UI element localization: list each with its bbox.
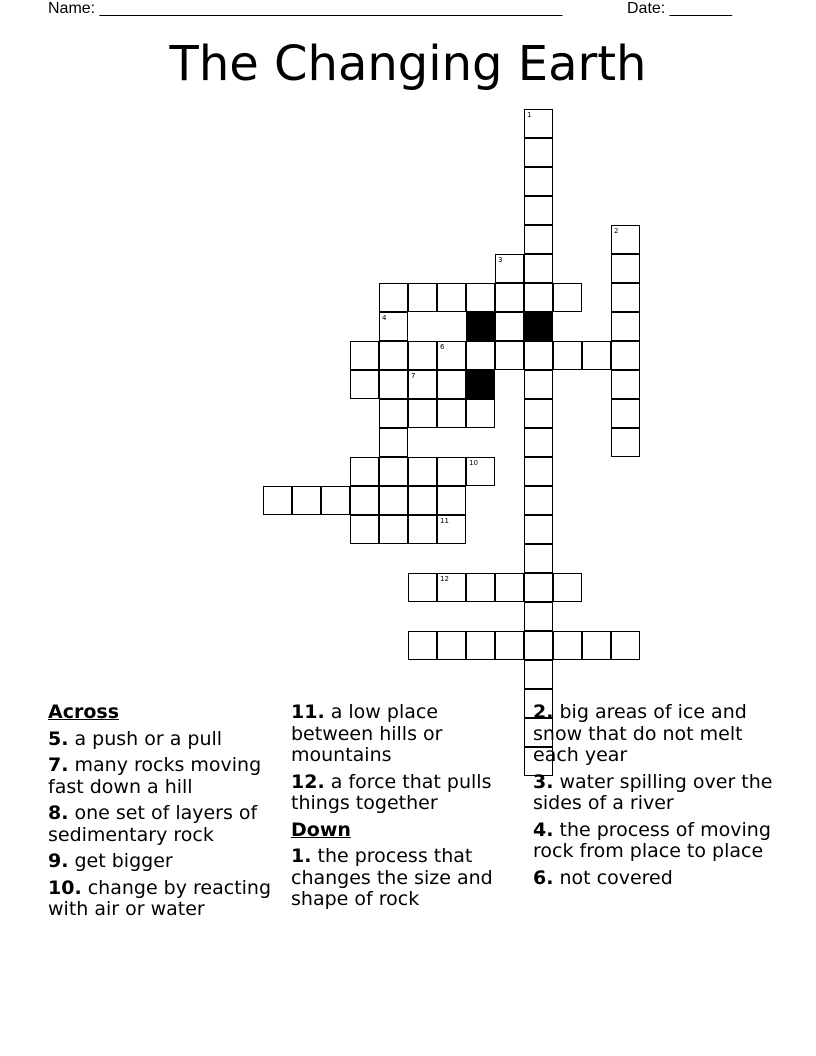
name-field-label: Name: ____________________________________________________ (48, 0, 563, 17)
grid-cell[interactable] (524, 370, 553, 399)
grid-cell[interactable] (408, 399, 437, 428)
grid-cell[interactable] (495, 341, 524, 370)
grid-cell[interactable] (321, 486, 350, 515)
grid-cell[interactable] (611, 631, 640, 660)
clue-column-3 (533, 702, 773, 894)
across-clue-11 (291, 702, 516, 767)
grid-cell[interactable] (408, 283, 437, 312)
grid-cell[interactable] (466, 631, 495, 660)
grid-cell[interactable] (379, 312, 408, 341)
down-clue-6 (533, 868, 773, 890)
across-clue-10 (48, 878, 288, 921)
clue-text: the process that changes the size and shape of rock (291, 845, 493, 910)
down-clue-3 (533, 772, 773, 815)
grid-cell[interactable] (437, 399, 466, 428)
down-heading: Down (291, 818, 351, 841)
grid-cell[interactable] (437, 573, 466, 602)
grid-cell[interactable] (611, 370, 640, 399)
grid-cell[interactable] (437, 283, 466, 312)
clue-number: 1. (291, 845, 312, 867)
grid-cell[interactable] (553, 631, 582, 660)
grid-cell[interactable] (292, 486, 321, 515)
page-title: The Changing Earth (169, 36, 647, 92)
grid-cell[interactable] (524, 428, 553, 457)
clue-number: 11. (291, 701, 325, 723)
grid-cell[interactable] (611, 399, 640, 428)
grid-cell[interactable] (350, 370, 379, 399)
grid-cell[interactable] (437, 341, 466, 370)
grid-cell[interactable] (437, 486, 466, 515)
clue-number: 4. (533, 818, 554, 841)
clue-column-2 (291, 702, 516, 916)
grid-block (524, 312, 553, 341)
grid-cell[interactable] (466, 399, 495, 428)
clue-text: change by reacting with air or water (48, 876, 272, 920)
grid-cell[interactable] (466, 573, 495, 602)
across-clue-8 (48, 803, 288, 846)
grid-cell[interactable] (553, 341, 582, 370)
across-clue-7 (48, 755, 288, 798)
clue-text: a low place between hills or mountains (291, 701, 443, 766)
grid-cell[interactable] (495, 254, 524, 283)
cell-number: 6 (440, 343, 445, 351)
grid-cell[interactable] (524, 283, 553, 312)
clue-text: the process of moving rock from place to place (533, 818, 771, 862)
clue-column-1 (48, 702, 288, 926)
grid-cell[interactable] (524, 225, 553, 254)
across-clue-9 (48, 851, 288, 873)
grid-cell[interactable] (379, 428, 408, 457)
cell-number: 3 (498, 256, 503, 264)
grid-cell[interactable] (437, 515, 466, 544)
clue-text: many rocks moving fast down a hill (48, 754, 262, 798)
grid-cell[interactable] (524, 167, 553, 196)
grid-block (466, 370, 495, 399)
clue-number: 12. (291, 770, 325, 793)
grid-cell[interactable] (524, 544, 553, 573)
grid-cell[interactable] (350, 457, 379, 486)
clue-number: 2. (533, 701, 554, 723)
down-clue-1 (291, 846, 516, 911)
grid-cell[interactable] (611, 225, 640, 254)
grid-cell[interactable] (611, 341, 640, 370)
clue-text: a push or a pull (74, 727, 223, 750)
grid-cell[interactable] (350, 341, 379, 370)
grid-cell[interactable] (408, 457, 437, 486)
grid-cell[interactable] (524, 399, 553, 428)
grid-cell[interactable] (524, 660, 553, 689)
grid-cell[interactable] (495, 283, 524, 312)
grid-cell[interactable] (495, 631, 524, 660)
grid-cell[interactable] (524, 515, 553, 544)
grid-cell[interactable] (524, 486, 553, 515)
grid-cell[interactable] (553, 283, 582, 312)
grid-cell[interactable] (379, 283, 408, 312)
clue-number: 3. (533, 770, 554, 793)
down-clue-2 (533, 702, 773, 767)
grid-block (466, 312, 495, 341)
clue-text: a force that pulls things together (291, 770, 492, 814)
grid-cell[interactable] (524, 109, 553, 138)
grid-cell[interactable] (350, 515, 379, 544)
grid-cell[interactable] (582, 341, 611, 370)
clue-number: 7. (48, 754, 69, 776)
cell-number: 7 (411, 372, 416, 380)
grid-cell[interactable] (408, 341, 437, 370)
grid-cell[interactable] (524, 138, 553, 167)
cell-number: 4 (382, 314, 387, 322)
grid-cell[interactable] (466, 283, 495, 312)
grid-cell[interactable] (611, 254, 640, 283)
across-clue-12 (291, 772, 516, 815)
clue-text: get bigger (74, 850, 173, 872)
clue-number: 10. (48, 876, 82, 899)
clue-text: not covered (559, 866, 673, 889)
grid-cell[interactable] (437, 370, 466, 399)
clue-number: 9. (48, 850, 69, 872)
across-clue-5 (48, 729, 288, 751)
grid-cell[interactable] (379, 399, 408, 428)
grid-cell[interactable] (437, 457, 466, 486)
cell-number: 12 (440, 575, 449, 583)
clue-text: big areas of ice and snow that do not melt each year (533, 701, 747, 766)
grid-cell[interactable] (553, 573, 582, 602)
cell-number: 11 (440, 517, 449, 525)
grid-cell[interactable] (437, 631, 466, 660)
grid-cell[interactable] (350, 486, 379, 515)
grid-cell[interactable] (524, 341, 553, 370)
grid-cell[interactable] (495, 573, 524, 602)
clue-number: 5. (48, 727, 69, 750)
grid-cell[interactable] (408, 573, 437, 602)
date-field-label: Date: _______ (627, 0, 732, 17)
grid-cell[interactable] (379, 370, 408, 399)
grid-cell[interactable] (524, 573, 553, 602)
grid-cell[interactable] (408, 631, 437, 660)
clue-number: 8. (48, 802, 69, 824)
grid-cell[interactable] (466, 341, 495, 370)
grid-cell[interactable] (611, 428, 640, 457)
grid-cell[interactable] (263, 486, 292, 515)
down-clue-4 (533, 820, 773, 863)
grid-cell[interactable] (582, 631, 611, 660)
cell-number: 1 (527, 111, 532, 119)
cell-number: 2 (614, 227, 619, 235)
grid-cell[interactable] (379, 341, 408, 370)
across-heading: Across (48, 701, 120, 723)
grid-cell[interactable] (466, 457, 495, 486)
grid-cell[interactable] (524, 254, 553, 283)
cell-number: 10 (469, 459, 478, 467)
grid-cell[interactable] (524, 631, 553, 660)
grid-cell[interactable] (611, 283, 640, 312)
clue-number: 6. (533, 866, 554, 889)
clue-text: one set of layers of sedimentary rock (48, 802, 258, 846)
grid-cell[interactable] (408, 370, 437, 399)
grid-cell[interactable] (379, 486, 408, 515)
grid-cell[interactable] (408, 486, 437, 515)
grid-cell[interactable] (524, 457, 553, 486)
grid-cell[interactable] (524, 602, 553, 631)
grid-cell[interactable] (408, 515, 437, 544)
clue-text: water spilling over the sides of a river (533, 770, 773, 814)
grid-cell[interactable] (495, 312, 524, 341)
grid-cell[interactable] (524, 196, 553, 225)
grid-cell[interactable] (379, 515, 408, 544)
grid-cell[interactable] (379, 457, 408, 486)
grid-cell[interactable] (611, 312, 640, 341)
